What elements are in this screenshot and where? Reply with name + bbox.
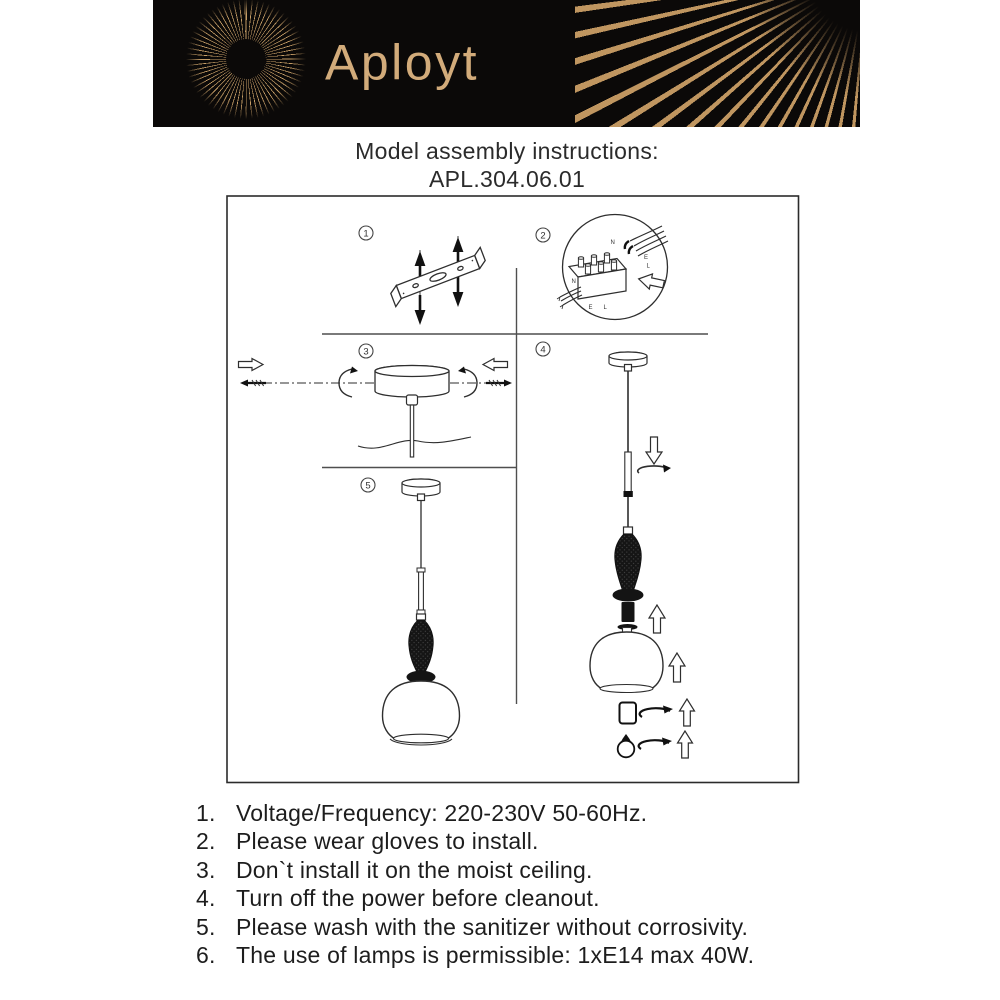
ornament-coupler: [417, 614, 426, 620]
canopy-icon: [375, 366, 449, 398]
screw-left-icon: [240, 380, 266, 387]
cable-sleeve: [419, 572, 424, 610]
cable-sleeve: [625, 452, 631, 493]
rotate-arrow-icon: [640, 706, 673, 718]
instruction-text: Don`t install it on the moist ceiling.: [236, 856, 593, 883]
instruction-item: [196, 827, 976, 855]
step-2-terminal-wiring: [536, 215, 668, 320]
wire-label-e-out: E: [588, 305, 593, 311]
wire-label-n-out: N: [571, 279, 576, 285]
model-number: APL.304.06.01: [428, 166, 586, 192]
rotate-arrow-right-icon: [458, 367, 477, 398]
svg-text:3: 3: [363, 346, 369, 358]
lift-arrow-socket-icon: [649, 605, 665, 633]
bracket-icon: [387, 247, 489, 306]
wire-label-l-out: L: [603, 305, 607, 311]
instruction-item: [196, 913, 976, 941]
push-arrow-right-icon: [483, 359, 508, 371]
sleeve-lock-band: [624, 491, 633, 497]
step-1-badge: [359, 226, 373, 240]
svg-text:2: 2: [540, 230, 546, 242]
lamp-socket: [622, 602, 635, 622]
instruction-text: Turn off the power before cleanout.: [236, 885, 600, 912]
glass-shade: [590, 632, 663, 689]
instruction-item: [196, 884, 976, 912]
instructions-list: [196, 799, 976, 969]
ceiling-wave-line: [358, 437, 471, 448]
step-4-badge: [536, 342, 550, 356]
sleeve-cap-top: [417, 568, 425, 572]
step-5-badge: [361, 478, 375, 492]
bulb-icon: [618, 734, 635, 757]
textured-ornament: [615, 534, 641, 590]
brand-name: Aployt: [325, 33, 479, 90]
step-3-canopy-screws: [239, 344, 513, 457]
instruction-text: Please wear gloves to install.: [236, 828, 539, 855]
diagram-frame: [227, 196, 799, 783]
shade-rim: [394, 734, 449, 743]
step-4-exploded-assembly: [536, 342, 695, 758]
shade-fixing-sleeve: [620, 703, 637, 724]
rotate-arrow-left-icon: [339, 367, 358, 398]
rotate-arrow-icon: [639, 738, 672, 750]
instruction-text: Voltage/Frequency: 220-230V 50-60Hz.: [236, 800, 648, 826]
instruction-number: 1.: [196, 800, 216, 826]
instruction-number: 5.: [196, 913, 216, 940]
step-5-assembled-pendant: [361, 478, 460, 745]
instruction-item: [196, 799, 976, 827]
cord-grip: [407, 395, 418, 405]
bulb-row: [618, 731, 693, 758]
instruction-item: [196, 856, 976, 884]
canopy-icon: [402, 479, 440, 501]
shade-fix-row: [620, 699, 695, 726]
lift-arrow-shade-icon: [669, 653, 685, 682]
lift-arrow-icon: [680, 699, 695, 726]
screw-right-icon: [486, 380, 512, 387]
glass-shade: [383, 681, 460, 739]
twist-arrow-icon: [638, 465, 671, 474]
instruction-number: 3.: [196, 856, 216, 883]
page-title: Model assembly instructions:: [355, 138, 659, 164]
wire-label-n-in: N: [610, 240, 615, 246]
textured-ornament: [409, 620, 433, 671]
instruction-number: 6.: [196, 942, 216, 969]
ornament-coupler: [624, 527, 633, 534]
slide-down-arrow-icon: [646, 437, 662, 464]
step-1-mounting-bracket: [359, 226, 489, 325]
wire-label-e-in: E: [644, 255, 649, 261]
suspension-rod: [410, 405, 413, 457]
push-arrow-left-icon: [239, 359, 264, 371]
step-2-badge: [536, 228, 550, 242]
instruction-text: Please wash with the sanitizer without corrosivity.: [236, 913, 749, 940]
instruction-item: [196, 941, 976, 969]
wire-label-l-in: L: [646, 263, 650, 270]
instruction-number: 2.: [196, 828, 216, 855]
svg-text:4: 4: [540, 344, 546, 356]
svg-text:1: 1: [363, 228, 369, 240]
lift-arrow-icon: [678, 731, 693, 758]
canopy-icon: [609, 352, 647, 371]
instruction-text: The use of lamps is permissible: 1xE14 max 40W.: [236, 942, 755, 969]
instruction-number: 4.: [196, 885, 216, 912]
svg-text:5: 5: [365, 480, 371, 492]
shade-rim: [600, 685, 653, 693]
step-3-badge: [359, 344, 373, 358]
ornament-ring: [613, 589, 644, 602]
